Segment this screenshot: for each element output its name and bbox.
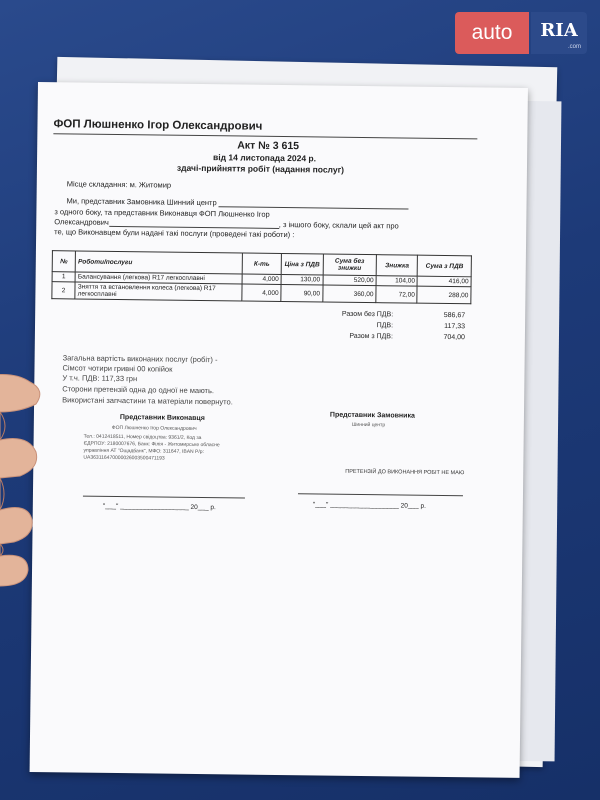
intro-line-4: те, що Виконавцем були надані такі послуги (проведені такі роботи) : [54,227,295,240]
summary-amount-words: Сімсот чотири гривні 00 копійок [62,363,173,374]
customer-title: Представник Замовника [329,411,415,420]
act-document [30,82,528,778]
total-without-vat-value: 586,67 [443,311,466,320]
total-with-vat-label: Разом з ПДВ: [349,332,393,341]
summary-vat: У т.ч. ПДВ: 117,33 грн [62,373,138,384]
intro-line-3b: , з іншого боку, склали цей акт про [278,219,399,231]
col-header-sum-no-discount: Сума без знижки [323,254,377,276]
customer-date-blank: "___" ___________________ 20___ р. [312,501,426,510]
col-header-number: № [52,251,75,272]
cell-price: 130,00 [281,274,323,285]
summary-parts-returned: Використані запчастини та матеріали повернуто. [62,395,233,407]
intro-line-2: з одного боку, та представник Виконавця ФОП Люшненко Ігор [54,207,270,219]
executor-name: ФОП Люшненко Ігор Олександрович [111,424,197,432]
executor-details-1: Тел.: 0412418511, Номер свідоцтва: 9361/2, Код за [83,433,202,442]
executor-title: Представник Виконавця [119,414,205,423]
act-title: Акт № 3 615 [237,139,300,153]
cell-price: 90,00 [281,284,323,302]
total-vat-value: 117,33 [444,322,466,331]
intro-line-3a: Олександрович [54,217,109,227]
col-header-qty: К-ть [242,253,282,274]
executor-date-blank: "___" ___________________ 20___ р. [102,502,216,512]
col-header-price: Ціна з ПДВ [281,253,323,275]
act-date: від 14 листопада 2024 р. [213,152,317,164]
executor-details-2: ЄДРПОУ: 2180007676, Банк: Філія - Житомирське обласне [83,440,220,449]
executor-details-4: UA363116470000026003500471193 [83,454,165,462]
customer-name: Шинний центр [351,421,386,429]
autoria-watermark [455,12,587,54]
cell-qty: 4,000 [242,274,281,284]
total-without-vat-label: Разом без ПДВ: [341,310,394,319]
total-with-vat-value: 704,00 [443,333,465,342]
hand-holding-paper [0,360,60,590]
cell-discount: 72,00 [376,286,418,304]
watermark-ria-text: RIA [540,20,578,41]
col-header-sum-vat: Сума з ПДВ [418,255,472,277]
total-vat-label: ПДВ: [376,322,394,330]
act-subtitle: здачі-прийняття робіт (надання послуг) [176,162,345,175]
cell-number: 2 [52,282,75,299]
cell-sum-no-discount: 360,00 [322,285,376,303]
intro-line-1-text: Ми, представник Замовника Шинний центр [66,196,217,208]
customer-signature-line [298,493,463,496]
place-of-issue: Місце складання: м. Житомир [66,179,172,190]
no-claims-statement: ПРЕТЕНЗІЙ ДО ВИКОНАННЯ РОБІТ НЕ МАЮ [345,468,465,477]
summary-no-claims: Сторони претензій одна до одної не мають. [62,384,215,396]
total-vat [285,321,466,331]
company-divider [53,133,477,139]
watermark-domain: .com [567,44,581,50]
col-header-service: Роботи/послуги [75,251,242,274]
watermark-ria [531,12,587,54]
col-header-discount: Знижка [376,255,418,277]
cell-discount: 104,00 [376,276,418,287]
cell-sum-vat: 288,00 [417,286,471,304]
summary-total-cost: Загальна вартість виконаних послуг (робіт) - [62,353,218,365]
cell-service: Зняття та встановлення колеса (легкова) R17 легкосплавні [75,282,242,301]
cell-sum-no-discount: 520,00 [323,275,377,286]
services-table [51,250,472,304]
watermark-auto: auto [455,12,529,54]
total-with-vat [285,332,465,342]
executor-details-3: управління АТ "Ощадбанк", МФО: 311647, IBAN Р/р: [83,447,205,456]
cell-service: Балансування (легкова) R17 легкосплавні [75,272,242,284]
cell-qty: 4,000 [242,284,282,301]
executor-signature-line [83,496,245,499]
company-name: ФОП Люшненко Ігор Олександрович [53,118,263,133]
cell-number: 1 [52,272,75,282]
cell-sum-vat: 416,00 [417,276,471,287]
total-without-vat [285,310,466,320]
